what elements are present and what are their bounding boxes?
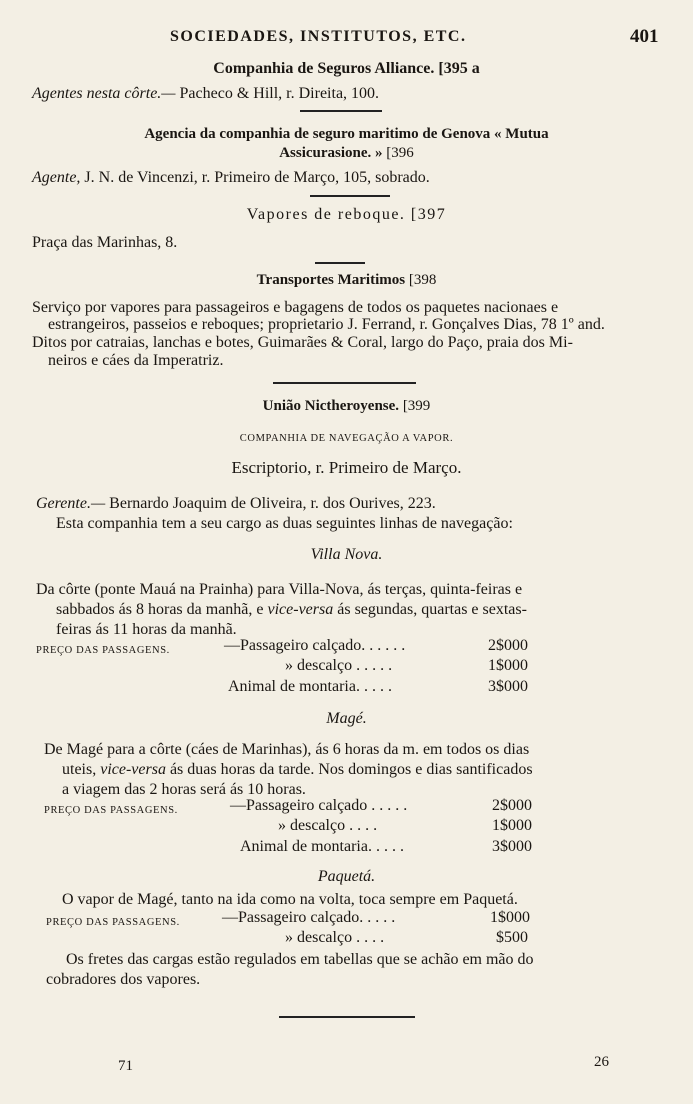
villa-nova-fare-2: » descalço . . . . . [285, 657, 393, 674]
paqueta-line1: O vapor de Magé, tanto na ida como na volta, toca sempre em Paquetá. [62, 891, 518, 908]
uniao-office: Escriptorio, r. Primeiro de Março. [231, 458, 462, 477]
uniao-subtitle: COMPANHIA DE NAVEGAÇÃO A VAPOR. [239, 433, 454, 444]
uniao-title: União Nictheroyense. [262, 398, 400, 414]
paqueta-heading: Paquetá. [317, 868, 376, 885]
footer-signature-left: 71 [118, 1058, 133, 1074]
alliance-agent-text: Pacheco & Hill, r. Direita, 100. [179, 85, 380, 102]
uniao-manager-line [36, 494, 436, 514]
mage-fare-3: Animal de montaria. . . . . [240, 838, 404, 855]
mage-line2-vice-versa: vice-versa [100, 761, 166, 778]
mage-line3: a viagem das 2 horas será ás 10 horas. [62, 781, 306, 798]
transportes-line3: Ditos por catraias, lanchas e botes, Guimarães & Coral, largo do Paço, praia dos Mi- [32, 334, 573, 351]
villa-nova-line2 [56, 600, 527, 620]
divider [310, 195, 390, 197]
villa-nova-fare-1-price: 2$000 [488, 637, 528, 654]
divider [300, 110, 382, 112]
section-399-title [0, 398, 693, 415]
paqueta-fare-2: » descalço . . . . [285, 929, 385, 946]
genova-ref: [396 [386, 145, 414, 161]
mage-fare-1-price: 2$000 [492, 797, 532, 814]
reboque-ref: [397 [410, 206, 447, 223]
reboque-text: Praça das Marinhas, 8. [32, 234, 178, 251]
alliance-ref: [395 a [438, 60, 480, 77]
section-397-title [0, 206, 693, 224]
genova-agent-label: Agente, [32, 169, 81, 186]
footer-signature-right: 26 [594, 1054, 609, 1070]
villa-nova-fare-3: Animal de montaria. . . . . [228, 678, 392, 695]
transportes-line4: neiros e cáes da Imperatriz. [48, 352, 224, 369]
paqueta-fare-1: —Passageiro calçado. . . . . [222, 909, 396, 926]
paqueta-freight-line2: cobradores dos vapores. [46, 971, 201, 988]
paqueta-price-label: PREÇO DAS PASSAGENS. [46, 917, 180, 928]
paqueta-freight-line1: Os fretes das cargas estão regulados em tabellas que se achão em mão do [66, 951, 534, 968]
mage-fare-3-price: 3$000 [492, 838, 532, 855]
mage-heading: Magé. [326, 710, 367, 727]
genova-title-line1: Agencia da companhia de seguro maritimo de Genova « Mutua [144, 126, 549, 142]
villa-nova-fare-3-price: 3$000 [488, 678, 528, 695]
uniao-ref: [399 [402, 398, 431, 414]
reboque-title: Vapores de reboque. [246, 206, 406, 223]
mage-line2-b: ás duas horas da tarde. Nos domingos e dias santificados [169, 761, 533, 778]
paqueta-fare-2-price: $500 [496, 929, 528, 946]
mage-fare-2-price: 1$000 [492, 817, 532, 834]
mage-price-label: PREÇO DAS PASSAGENS. [44, 805, 178, 816]
villa-nova-price-label: PREÇO DAS PASSAGENS. [36, 645, 170, 656]
section-395-title [0, 60, 693, 78]
alliance-agent-line [32, 84, 379, 104]
uniao-manager-label: Gerente.— [36, 495, 106, 512]
paqueta-fare-1-price: 1$000 [490, 909, 530, 926]
transportes-line1: Serviço por vapores para passageiros e bagagens de todos os paquetes nacionaes e [32, 299, 559, 316]
divider [273, 382, 416, 384]
genova-agent-text: J. N. de Vincenzi, r. Primeiro de Março, 105, sobrado. [84, 169, 430, 186]
transportes-title: Transportes Maritimos [256, 272, 406, 288]
villa-nova-fare-2-price: 1$000 [488, 657, 528, 674]
genova-title-name: Assicurasione. » [279, 145, 383, 161]
transportes-line2: estrangeiros, passeios e reboques; proprietario J. Ferrand, r. Gonçalves Dias, 78 1º and. [48, 316, 605, 333]
mage-line2-a: uteis, [62, 761, 97, 778]
uniao-intro: Esta companhia tem a seu cargo as duas seguintes linhas de navegação: [56, 515, 513, 532]
villa-nova-line3: feiras ás 11 horas da manhã. [56, 621, 237, 638]
villa-nova-fare-1: —Passageiro calçado. . . . . . [224, 637, 406, 654]
villa-nova-line1: Da côrte (ponte Mauá na Prainha) para Villa-Nova, ás terças, quinta-feiras e [36, 581, 523, 598]
mage-fare-1: —Passageiro calçado . . . . . [230, 797, 408, 814]
transportes-ref: [398 [408, 272, 437, 288]
mage-line1: De Magé para a côrte (cáes de Marinhas), ás 6 horas da m. em todos os dias [44, 741, 530, 758]
divider [315, 262, 365, 264]
uniao-manager-text: Bernardo Joaquim de Oliveira, r. dos Ourives, 223. [109, 495, 436, 512]
villa-nova-line2-b: ás segundas, quartas e sextas- [337, 601, 527, 618]
villa-nova-line2-a: sabbados ás 8 horas da manhã, e [56, 601, 264, 618]
alliance-title: Companhia de Seguros Alliance. [213, 60, 435, 77]
mage-line2 [62, 760, 533, 780]
villa-nova-heading: Villa Nova. [310, 546, 383, 563]
genova-agent-line [32, 168, 430, 188]
alliance-agent-label: Agentes nesta côrte.— [32, 85, 176, 102]
mage-fare-2: » descalço . . . . [278, 817, 378, 834]
villa-nova-line2-vice-versa: vice-versa [267, 601, 334, 618]
divider [279, 1016, 415, 1018]
genova-title-line2 [0, 145, 693, 162]
section-398-title [0, 272, 693, 289]
running-header: SOCIEDADES, INSTITUTOS, ETC. [170, 28, 467, 45]
page-number: 401 [630, 26, 659, 47]
